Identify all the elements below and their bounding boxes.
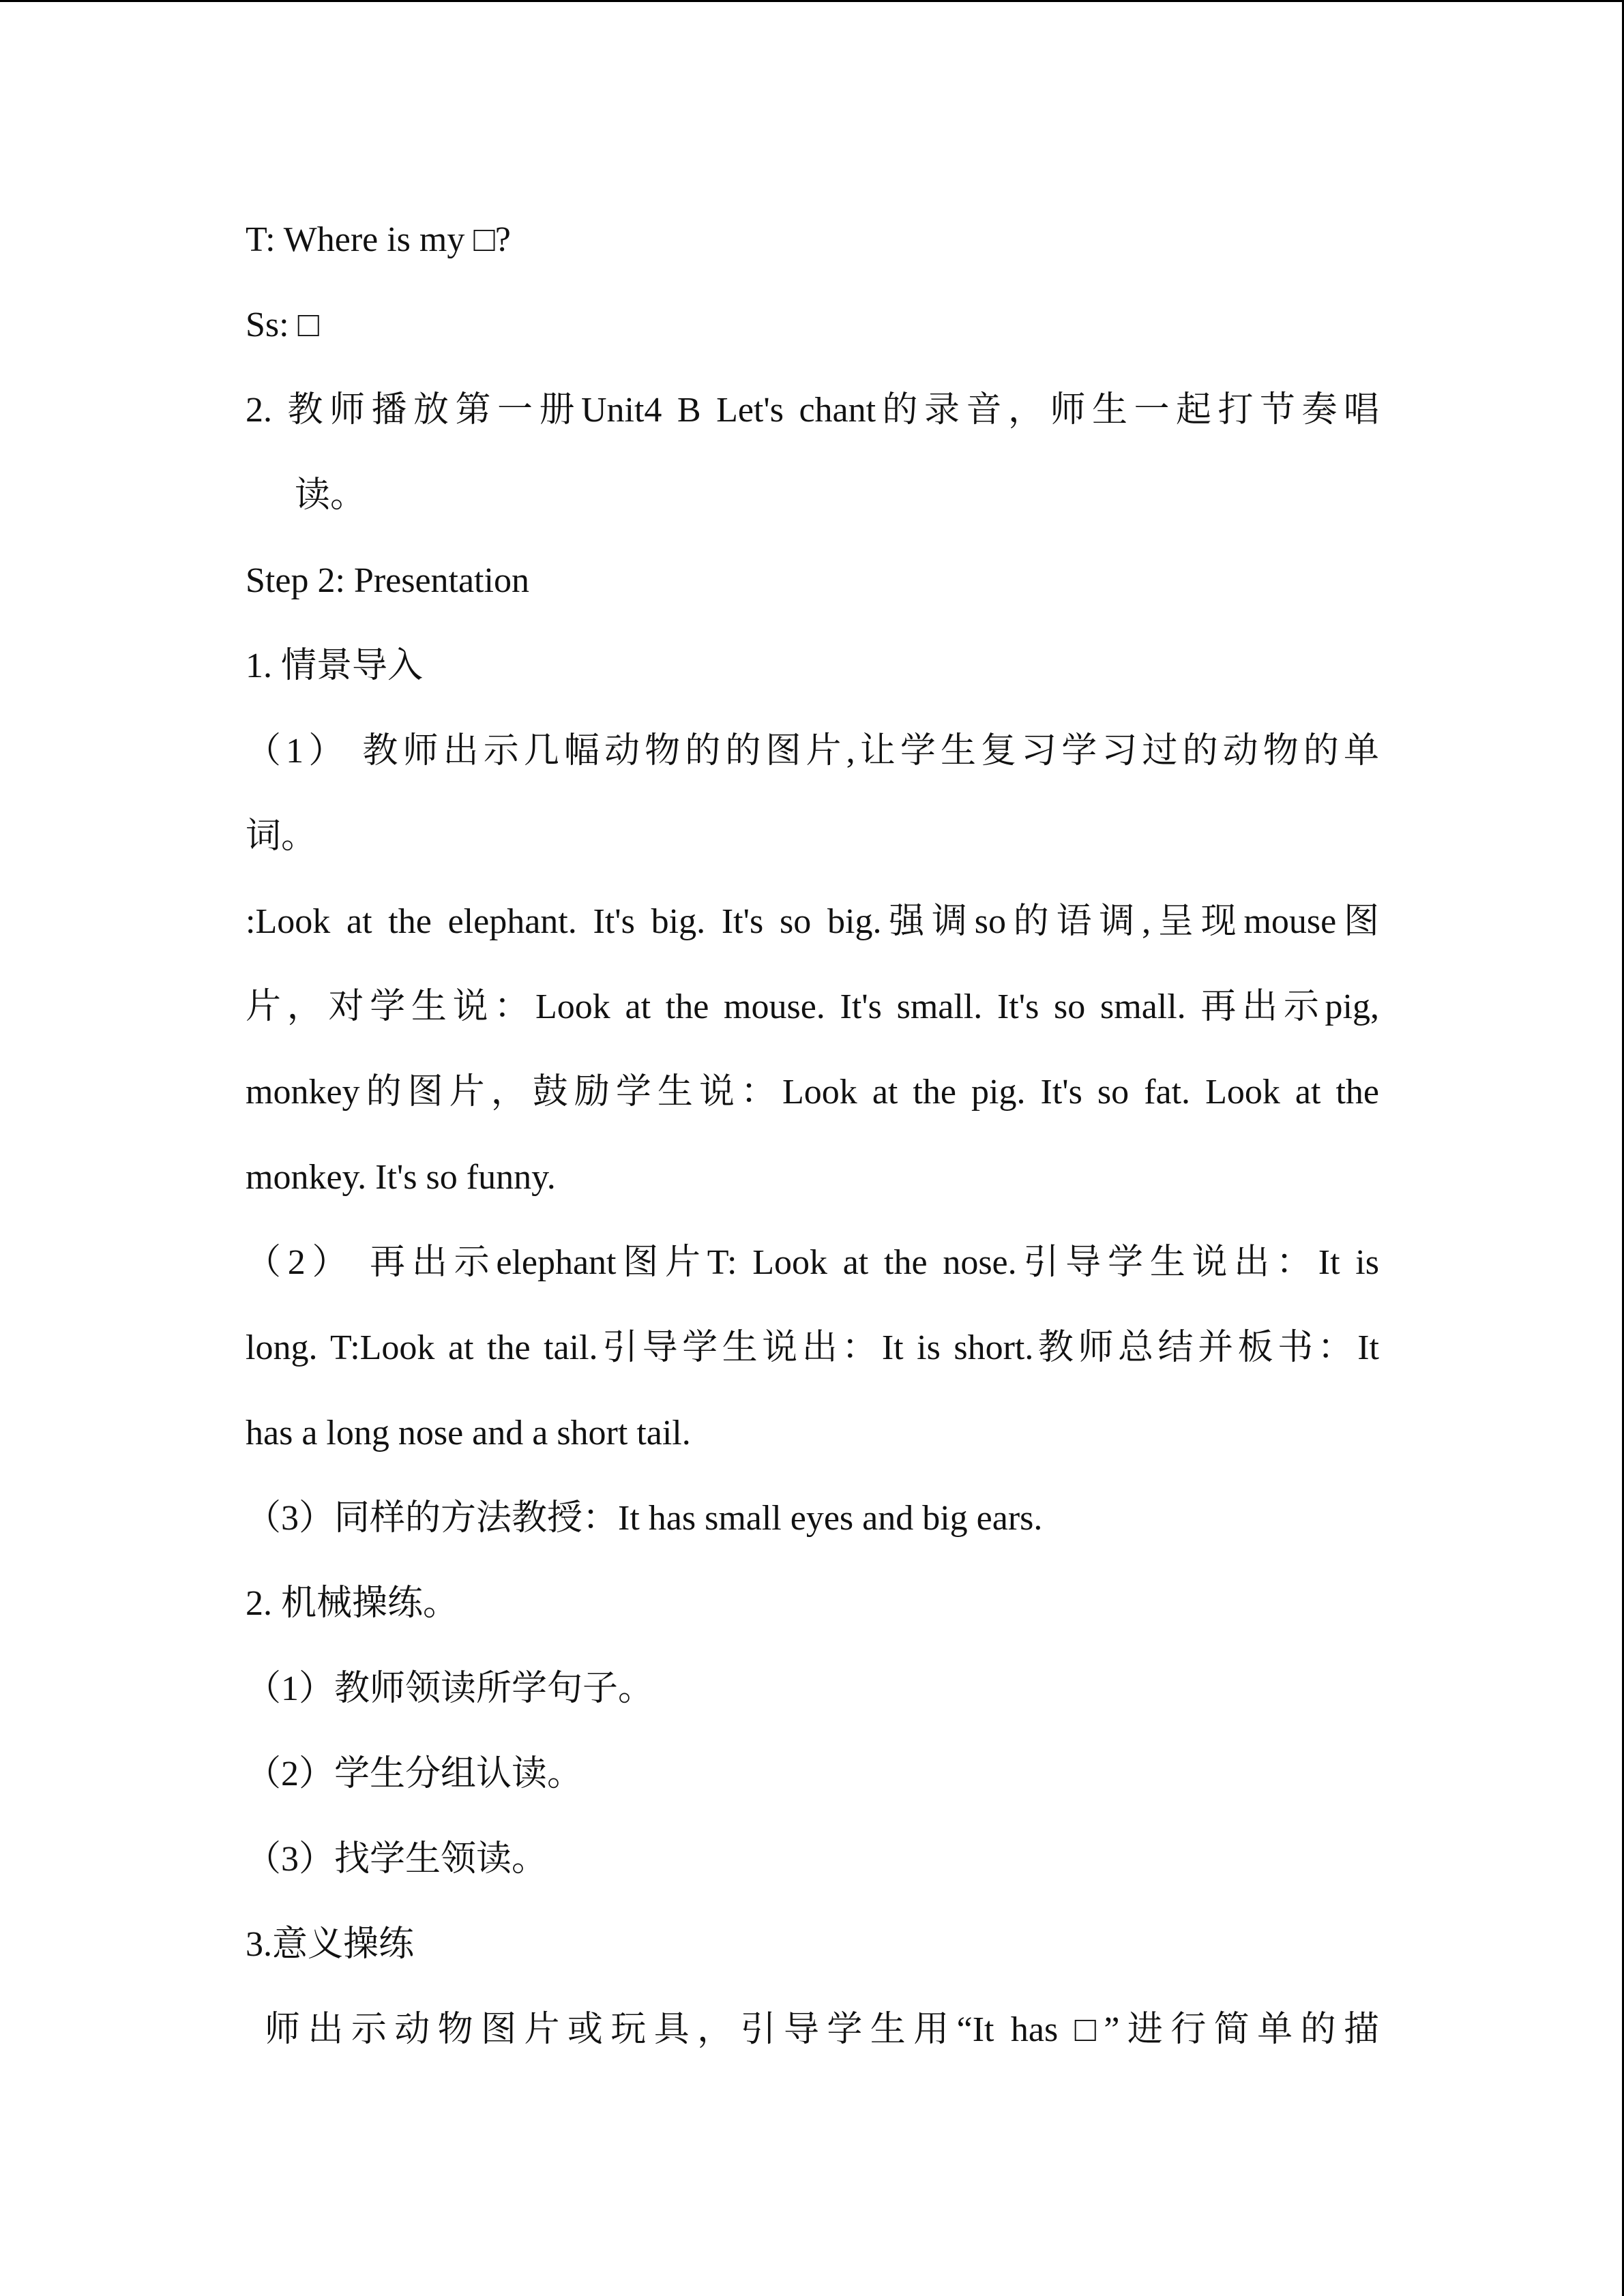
text-line: T: Where is my □?	[246, 220, 511, 259]
text-line: 2. 教师播放第一册Unit4 B Let's chant的录音，师生一起打节奏唱	[246, 391, 1379, 430]
text-line: 片，对学生说：Look at the mouse. It's small. It's so small. 再出示pig,	[246, 987, 1379, 1026]
text-line: （2）学生分组认读。	[246, 1755, 583, 1793]
text-line: 3.意义操练	[246, 1925, 415, 1964]
text-line: has a long nose and a short tail.	[246, 1414, 691, 1452]
text-line: monkey的图片，鼓励学生说：Look at the pig. It's so fat. Look at the	[246, 1073, 1379, 1112]
text-line: 读。	[295, 476, 366, 515]
text-line: （1） 教师出示几幅动物的的图片,让学生复习学习过的动物的单	[246, 732, 1379, 771]
text-line: （3）同样的方法教授：It has small eyes and big ears.	[246, 1499, 1043, 1538]
page-border-top	[0, 0, 1624, 2]
text-line: 1. 情景导入	[246, 646, 424, 685]
text-line: 2. 机械操练。	[246, 1584, 459, 1623]
text-line: monkey. It's so funny.	[246, 1158, 556, 1197]
text-line: （1）教师领读所学句子。	[246, 1669, 654, 1708]
text-line: Ss: □	[246, 305, 320, 344]
text-line: 词。	[246, 817, 317, 856]
section-heading: Step 2: Presentation	[246, 561, 529, 600]
text-line: （2） 再出示elephant图片T: Look at the nose.引导学生说出：It is	[246, 1243, 1379, 1282]
text-line: 师出示动物图片或玩具，引导学生用“It has □”进行简单的描	[265, 2010, 1379, 2049]
text-line: （3）找学生领读。	[246, 1840, 548, 1879]
text-line: :Look at the elephant. It's big. It's so big.强调so的语调,呈现mouse图	[246, 902, 1379, 941]
text-line: long. T:Look at the tail.引导学生说出：It is short.教师总结并板书：It	[246, 1328, 1379, 1367]
